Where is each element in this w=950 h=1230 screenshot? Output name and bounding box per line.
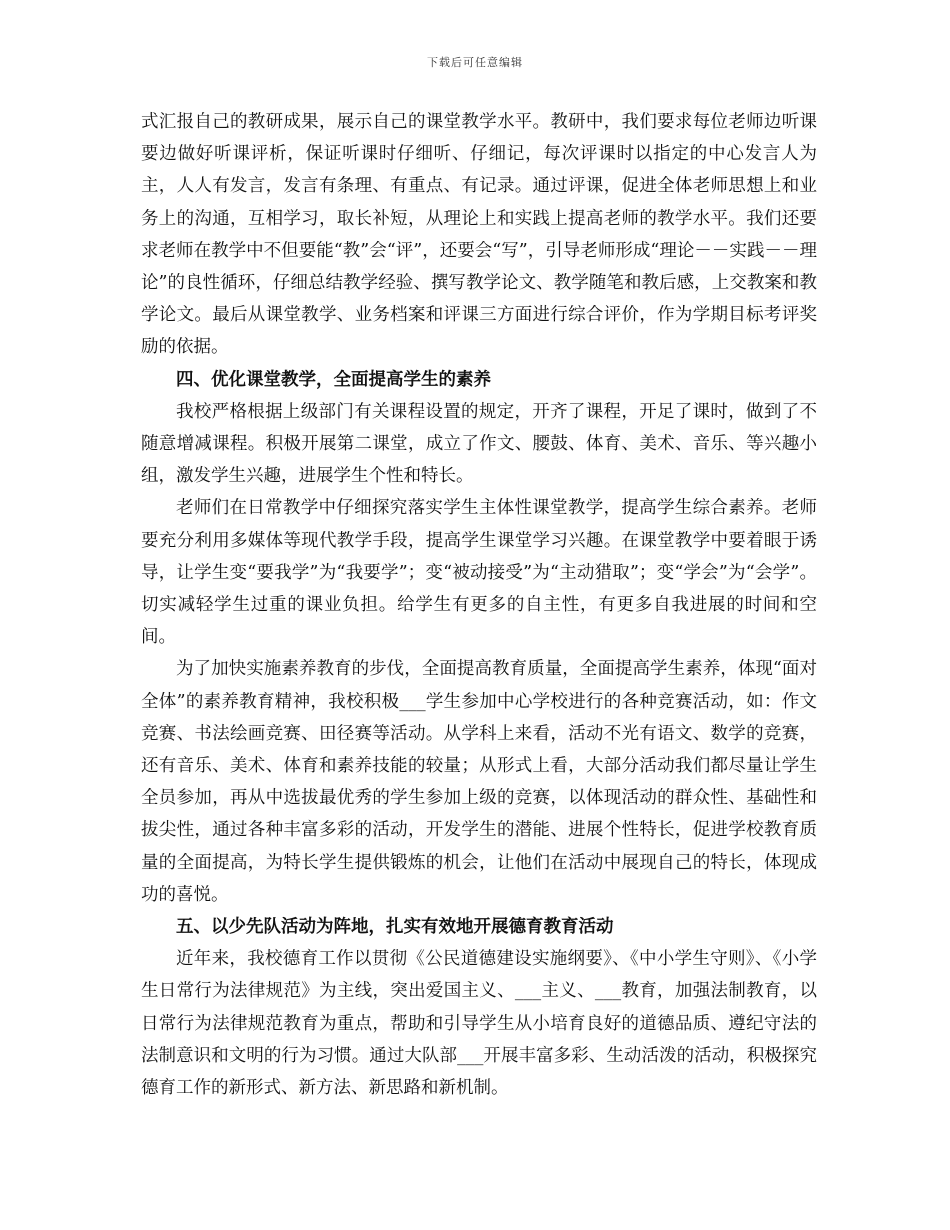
paragraph-evaluation: 式汇报自己的教研成果，展示自己的课堂教学水平。教研中，我们要求每位老师边听课要边做好听课评析，保证听课时仔细听、仔细记，每次评课时以指定的中心发言人为主，人人有发言，发言有条理、有重点、有记录。通过评课，促进全体老师思想上和业务上的沟通，互相学习，取长补短，从理论上和实践上提高老师的教学水平。我们还要求老师在教学中不但要能“教”会“评”，还要会“写”，引导老师形成“理论－－实践－－理论”的良性循环，仔细总结教学经验、撰写教学论文、教学随笔和教后感，上交教案和教学论文。最后从课堂教学、业务档案和评课三方面进行综合评价，作为学期目标考评奖励的依据。	[141, 112, 817, 358]
section-heading-4: 四、优化课堂教学，全面提高学生的素养	[176, 369, 491, 390]
document-body	[141, 106, 817, 1104]
section-heading-5: 五、以少先队活动为阵地，扎实有效地开展德育教育活动	[176, 917, 614, 938]
paragraph-competitions: 为了加快实施素养教育的步伐，全面提高教育质量，全面提高学生素养，体现“面对全体”的素养教育精神，我校积极___学生参加中心学校进行的各种竞赛活动，如：作文竞赛、书法绘画竞赛、田径赛等活动。从学科上来看，活动不光有语文、数学的竞赛，还有音乐、美术、体育和素养技能的较量；从形式上看，大部分活动我们都尽量让学生全员参加，再从中选拔最优秀的学生参加上级的竞赛，以体现活动的群众性、基础性和拔尖性，通过各种丰富多彩的活动，开发学生的潜能、进展个性特长，促进学校教育质量的全面提高，为特长学生提供锻炼的机会，让他们在活动中展现自己的特长，体现成功的喜悦。	[141, 659, 817, 905]
paragraph-curriculum: 我校严格根据上级部门有关课程设置的规定，开齐了课程，开足了课时，做到了不随意增减课程。积极开展第二课堂，成立了作文、腰鼓、体育、美术、音乐、等兴趣小组，激发学生兴趣，进展学生个性和特长。	[141, 401, 817, 487]
page-header-note: 下载后可任意编辑	[427, 56, 523, 69]
paragraph-classroom-teaching: 老师们在日常教学中仔细探究落实学生主体性课堂教学，提高学生综合素养。老师要充分利用多媒体等现代教学手段，提高学生课堂学习兴趣。在课堂教学中要着眼于诱导，让学生变“要我学”为“我要学”；变“被动接受”为“主动猎取”；变“学会”为“会学”。切实减轻学生过重的课业负担。给学生有更多的自主性，有更多自我进展的时间和空间。	[141, 498, 817, 648]
paragraph-moral-education: 近年来，我校德育工作以贯彻《公民道德建设实施纲要》、《中小学生守则》、《小学生日常行为法律规范》为主线，突出爱国主义、___主义、___教育，加强法制教育，以日常行为法律规范教育为重点，帮助和引导学生从小培育良好的道德品质、遵纪守法的法制意识和文明的行为习惯。通过大队部___开展丰富多彩、生动活泼的活动，积极探究德育工作的新形式、新方法、新思路和新机制。	[141, 949, 817, 1099]
